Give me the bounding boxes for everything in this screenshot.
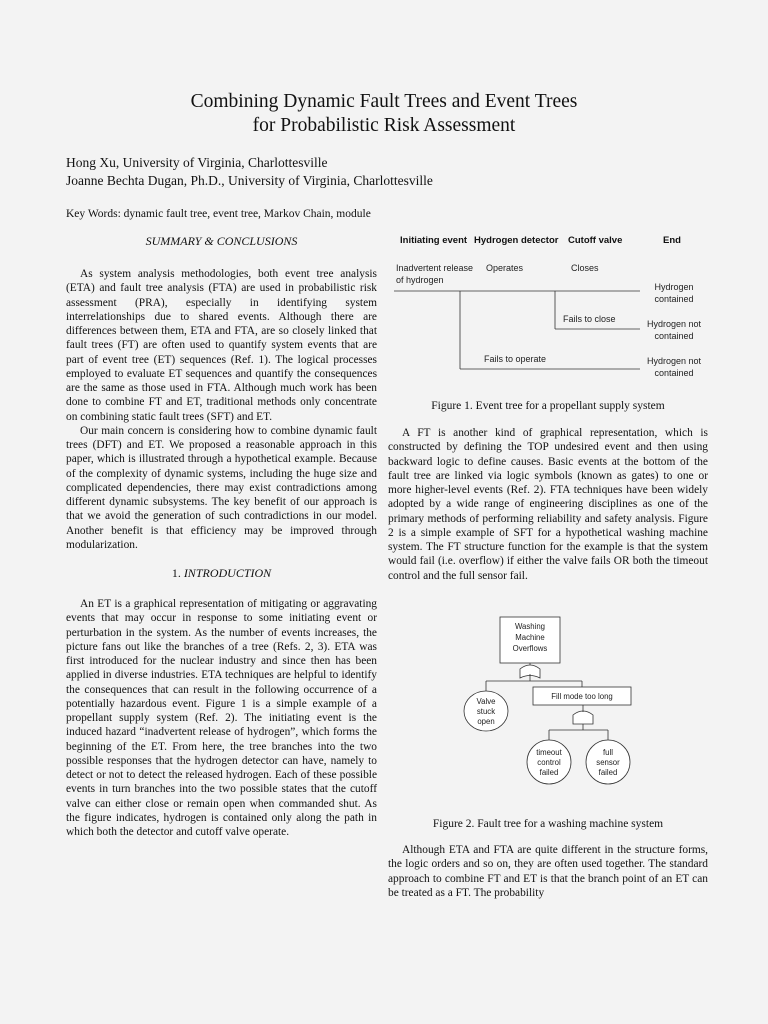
header-initiating-event: Initiating event bbox=[400, 235, 468, 246]
author-list bbox=[66, 154, 433, 190]
figure-1-caption: Figure 1. Event tree for a propellant supply system bbox=[431, 400, 665, 412]
event-tree-figure bbox=[388, 228, 708, 388]
label-closes: Closes bbox=[571, 263, 599, 273]
title-line-2: for Probabilistic Risk Assessment bbox=[252, 115, 516, 136]
label-fails-to-close: Fails to close bbox=[563, 314, 616, 324]
top-event-line-1: Washing bbox=[514, 622, 546, 631]
header-end: End bbox=[663, 235, 681, 246]
title-line-1: Combining Dynamic Fault Trees and Event Trees bbox=[190, 91, 578, 112]
timeout-line-1: timeout bbox=[536, 748, 562, 757]
and-gate-icon bbox=[573, 711, 593, 724]
right-column-top bbox=[388, 426, 708, 583]
summary-heading: SUMMARY & CONCLUSIONS bbox=[145, 234, 298, 248]
end-1-line-2: contained bbox=[654, 294, 694, 304]
intro-title: INTRODUCTION bbox=[183, 566, 272, 580]
label-operates: Operates bbox=[486, 263, 524, 273]
end-3-line-2: contained bbox=[654, 368, 694, 378]
fault-tree-paragraph: A FT is another kind of graphical representation, which is constructed by defining the TOP undesired event and then using backward logic to define causes. Basic events at the bottom of the fault tree are linked via logic symbols (known as gates) to one or more higher-level events (Ref. 2). FTA techniques have been widely adopted by a wide range of engineering disciplines as one of the primary methods of performing reliability and safety analysis. Figure 2 is a simple example of SFT for a hypothetical washing machine system. The FT structure function for the example is that the system would fail (i.e. overflow) if either the valve fails OR both the timeout control and the full sensor fail. bbox=[388, 427, 708, 582]
top-event-line-2: Machine bbox=[515, 633, 545, 642]
initiating-event-line-1: Inadvertent release bbox=[396, 263, 474, 273]
keywords: Key Words: dynamic fault tree, event tree, Markov Chain, module bbox=[66, 208, 371, 220]
sensor-line-2: sensor bbox=[596, 758, 620, 767]
author-1: Hong Xu, University of Virginia, Charlottesville bbox=[66, 155, 328, 170]
label-fails-to-operate: Fails to operate bbox=[484, 354, 547, 364]
combination-paragraph: Although ETA and FTA are quite different in the structure forms, the logic orders and so on, they are often used together. The standard approach to combine FT and ET is that the branch point of an ET can be treated as a FT. The probability bbox=[388, 844, 708, 899]
end-2-line-2: contained bbox=[654, 331, 694, 341]
intro-number: 1. bbox=[171, 566, 181, 580]
fill-mode-label: Fill mode too long bbox=[551, 692, 613, 701]
figure-2-caption: Figure 2. Fault tree for a washing machine system bbox=[432, 818, 664, 830]
left-column bbox=[66, 234, 377, 839]
right-column-bottom bbox=[388, 843, 708, 900]
valve-line-1: Valve bbox=[476, 697, 496, 706]
sensor-line-3: failed bbox=[598, 768, 618, 777]
summary-paragraph-1: As system analysis methodologies, both event tree analysis (ETA) and fault tree analysis (FTA) are used in probabilistic risk assessment (PRA), especially in identifying system interrelationships due to shared events. Although there are differences between them, ETA and FTA, are so closely linked that fault trees (FT) are often used to quantify system events that are part of event tree (ET) sequences (Ref. 1). The logical processes employed to evaluate ET sequences and quantify the consequences are the same as those used in FTA. Although much work has been done to combine FT and ET, traditional methods only concentrate on combining static fault trees (SFT) and ET. bbox=[66, 268, 377, 423]
valve-line-2: stuck bbox=[476, 707, 496, 716]
end-2-line-1: Hydrogen not bbox=[646, 319, 702, 329]
summary-paragraph-2: Our main concern is considering how to combine dynamic fault trees (DFT) and ET. We proposed a reasonable approach in this paper, which is illustrated through a hypothetical example. Because of the complexity of dynamic systems, including the huge size and complicated dependencies, there may exist contradictions among different dynamic subsystems. The key benefit of our approach is that we avoid the generation of such contradictions in our model. Another benefit is that efficiency may be improved through modularization. bbox=[66, 424, 377, 551]
header-cutoff-valve: Cutoff valve bbox=[568, 235, 623, 246]
initiating-event-line-2: of hydrogen bbox=[396, 275, 444, 285]
top-event-line-3: Overflows bbox=[512, 644, 548, 653]
valve-line-3: open bbox=[477, 717, 495, 726]
paper-title bbox=[0, 90, 768, 138]
header-hydrogen-detector: Hydrogen detector bbox=[474, 235, 559, 246]
timeout-line-2: control bbox=[537, 758, 561, 767]
sensor-line-1: full bbox=[603, 748, 613, 757]
end-3-line-1: Hydrogen not bbox=[646, 356, 702, 366]
fault-tree-figure bbox=[450, 612, 650, 802]
author-2: Joanne Bechta Dugan, Ph.D., University of Virginia, Charlottesville bbox=[66, 173, 433, 188]
intro-heading bbox=[66, 566, 377, 580]
timeout-line-3: failed bbox=[539, 768, 559, 777]
end-1-line-1: Hydrogen bbox=[654, 282, 694, 292]
intro-paragraph-1: An ET is a graphical representation of mitigating or aggravating events that may occur in response to some initiating event or perturbation in the system. As the number of events increases, the picture fans out like the branches of a tree (Refs. 2, 3). ETA was first introduced for the nuclear industry and since then has been applied in diverse industries. ETA techniques are helpful to identify the consequences that can result in the following occurrence of a potentially hazardous event. Figure 1 is a simple example of a propellant supply system (Ref. 2). The initiating event is the induced hazard “inadvertent release of hydrogen”, which forms the beginning of the ET. From here, the tree branches into the two possible responses that the hydrogen detector can have, namely to detect or not to detect the released hydrogen. Each of these possible events in turn branches into the two possible states that the cutoff valve can either close or remain open when commanded shut. As the figure indicates, hydrogen is contained only along the path in which both the detector and cutoff valve operate. bbox=[66, 598, 377, 838]
